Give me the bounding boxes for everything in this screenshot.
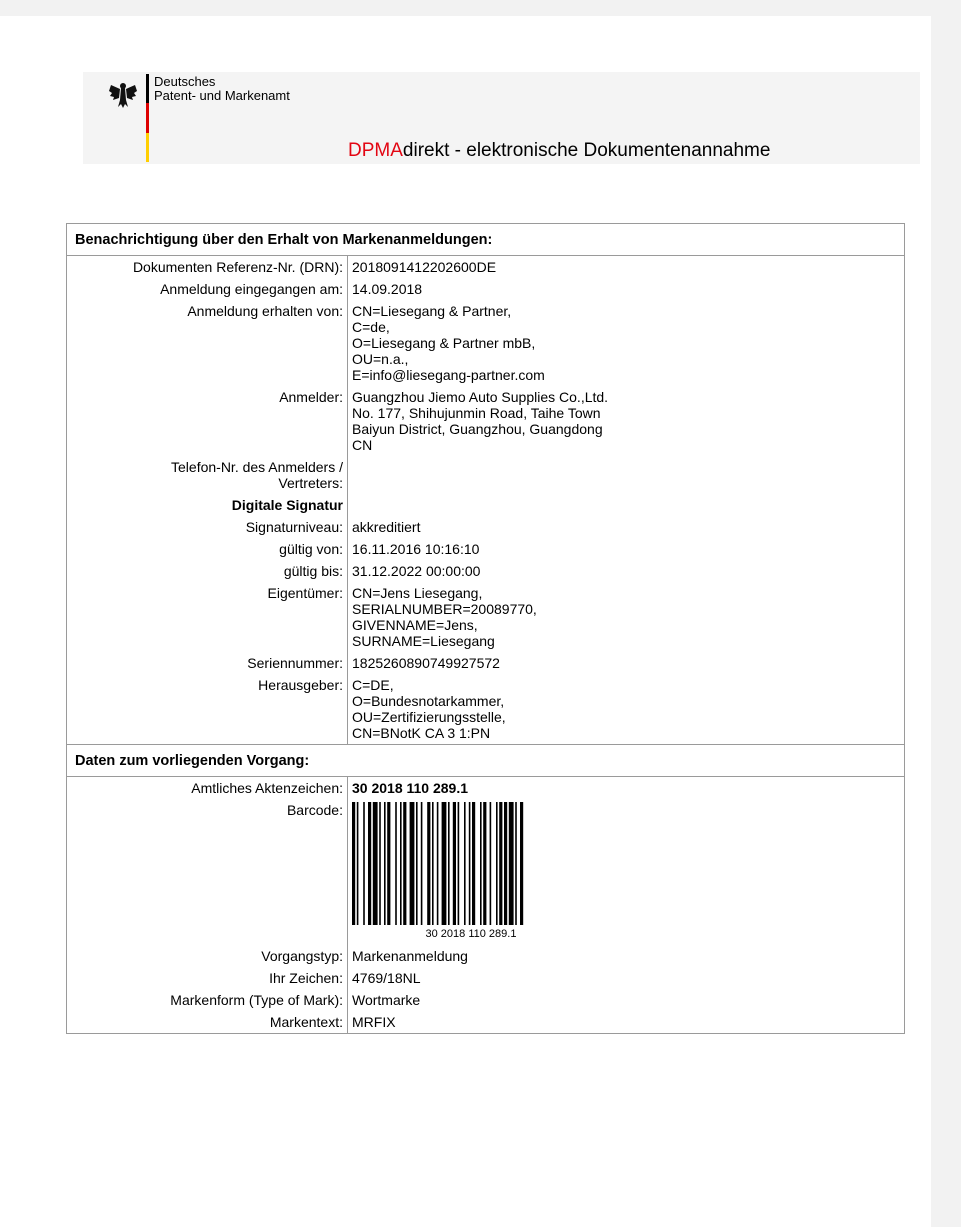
- barcode-bar: [352, 802, 355, 925]
- top-bar: [0, 0, 961, 16]
- received-value: 14.09.2018: [348, 278, 905, 300]
- table-row: [67, 300, 905, 386]
- valid-to-value: 31.12.2022 00:00:00: [348, 560, 905, 582]
- received-label: Anmeldung eingegangen am:: [67, 278, 348, 300]
- valid-from-value: 16.11.2016 10:16:10: [348, 538, 905, 560]
- barcode-bar: [509, 802, 514, 925]
- form-value: Wortmarke: [348, 989, 905, 1011]
- form-label: Markenform (Type of Mark):: [67, 989, 348, 1011]
- barcode-bar: [387, 802, 390, 925]
- section-title: Benachrichtigung über den Erhalt von Markenanmeldungen:: [67, 224, 905, 256]
- type-value: Markenanmeldung: [348, 945, 905, 967]
- table-row: [67, 799, 905, 945]
- from-label: Anmeldung erhalten von:: [67, 300, 348, 386]
- serial-value: 1825260890749927572: [348, 652, 905, 674]
- signature-heading: Digitale Signatur: [67, 494, 348, 516]
- owner-value: CN=Jens Liesegang, SERIALNUMBER=20089770, GIVENNAME=Jens, SURNAME=Liesegang: [348, 582, 905, 652]
- barcode-bar: [400, 802, 402, 925]
- table-row: [67, 1011, 905, 1034]
- table-row: [67, 386, 905, 456]
- barcode-bar: [410, 802, 415, 925]
- barcode-bar: [363, 802, 365, 925]
- table-row: [67, 652, 905, 674]
- barcode-bar: [496, 802, 498, 925]
- table-row: [67, 256, 905, 279]
- federal-eagle-icon: [108, 80, 138, 110]
- service-brand: DPMA: [348, 140, 403, 161]
- barcode-bar: [464, 802, 466, 925]
- table-row: [67, 777, 905, 800]
- table-row: [67, 582, 905, 652]
- scrollbar-track[interactable]: [931, 16, 961, 1227]
- issuer-label: Herausgeber:: [67, 674, 348, 745]
- ref-value: 4769/18NL: [348, 967, 905, 989]
- text-label: Markentext:: [67, 1011, 348, 1034]
- barcode-bar: [458, 802, 460, 925]
- table-row: [67, 989, 905, 1011]
- barcode-bar: [483, 802, 486, 925]
- barcode-bar: [421, 802, 423, 925]
- barcode-bar: [480, 802, 482, 925]
- barcode-bar: [379, 802, 381, 925]
- barcode-bar: [515, 802, 517, 925]
- file-no-label: Amtliches Aktenzeichen:: [67, 777, 348, 800]
- phone-label: Telefon-Nr. des Anmelders / Vertreters:: [67, 456, 348, 494]
- table-row: [67, 278, 905, 300]
- text-value: MRFIX: [348, 1011, 905, 1034]
- section-title: Daten zum vorliegenden Vorgang:: [67, 745, 905, 777]
- type-label: Vorgangstyp:: [67, 945, 348, 967]
- ref-label: Ihr Zeichen:: [67, 967, 348, 989]
- table-row: [67, 538, 905, 560]
- receipt-table: [66, 223, 905, 1034]
- table-row: [67, 516, 905, 538]
- barcode-bar: [427, 802, 430, 925]
- barcode-text: 30 2018 110 289.1: [425, 928, 517, 940]
- table-row: [67, 674, 905, 745]
- barcode-bar: [373, 802, 378, 925]
- table-row: [67, 456, 905, 494]
- table-row: [67, 560, 905, 582]
- file-no-value: 30 2018 110 289.1: [348, 777, 905, 800]
- from-value: CN=Liesegang & Partner, C=de, O=Liesegang & Partner mbB, OU=n.a., E=info@liesegang-partner.com: [348, 300, 905, 386]
- office-name: Deutsches Patent- und Markenamt: [154, 74, 290, 103]
- level-label: Signaturniveau:: [67, 516, 348, 538]
- barcode-bar: [403, 802, 406, 925]
- barcode-label: Barcode:: [67, 799, 348, 945]
- table-row: [67, 967, 905, 989]
- barcode-bar: [469, 802, 471, 925]
- barcode-bar: [384, 802, 386, 925]
- barcode-bar: [442, 802, 447, 925]
- barcode-bar: [520, 802, 523, 925]
- owner-label: Eigentümer:: [67, 582, 348, 652]
- table-row: [67, 945, 905, 967]
- level-value: akkreditiert: [348, 516, 905, 538]
- barcode-bar: [437, 802, 439, 925]
- barcode-cell: [348, 799, 905, 945]
- service-title: [348, 140, 770, 162]
- german-flag-stripe: [146, 74, 149, 162]
- applicant-value: Guangzhou Jiemo Auto Supplies Co.,Ltd. No. 177, Shihujunmin Road, Taihe Town Baiyun District, Guangzhou, Guangdong CN: [348, 386, 905, 456]
- phone-value: [348, 456, 905, 494]
- barcode-bar: [490, 802, 492, 925]
- drn-label: Dokumenten Referenz-Nr. (DRN):: [67, 256, 348, 279]
- section-header-procedure: [67, 745, 905, 777]
- section-header-notification: [67, 224, 905, 256]
- barcode-bar: [395, 802, 397, 925]
- barcode-image: [352, 802, 590, 925]
- barcode-bar: [499, 802, 502, 925]
- valid-from-label: gültig von:: [67, 538, 348, 560]
- drn-value: 2018091412202600DE: [348, 256, 905, 279]
- barcode-bar: [453, 802, 456, 925]
- barcode-bar: [357, 802, 359, 925]
- table-row: [67, 494, 905, 516]
- barcode-bar: [432, 802, 434, 925]
- barcode-bar: [448, 802, 450, 925]
- barcode-bar: [368, 802, 371, 925]
- barcode-bar: [504, 802, 507, 925]
- serial-label: Seriennummer:: [67, 652, 348, 674]
- issuer-value: C=DE, O=Bundesnotarkammer, OU=Zertifizierungsstelle, CN=BNotK CA 3 1:PN: [348, 674, 905, 745]
- valid-to-label: gültig bis:: [67, 560, 348, 582]
- applicant-label: Anmelder:: [67, 386, 348, 456]
- barcode-bar: [472, 802, 475, 925]
- barcode-bar: [416, 802, 418, 925]
- service-subtitle: direkt - elektronische Dokumentenannahme: [402, 140, 771, 161]
